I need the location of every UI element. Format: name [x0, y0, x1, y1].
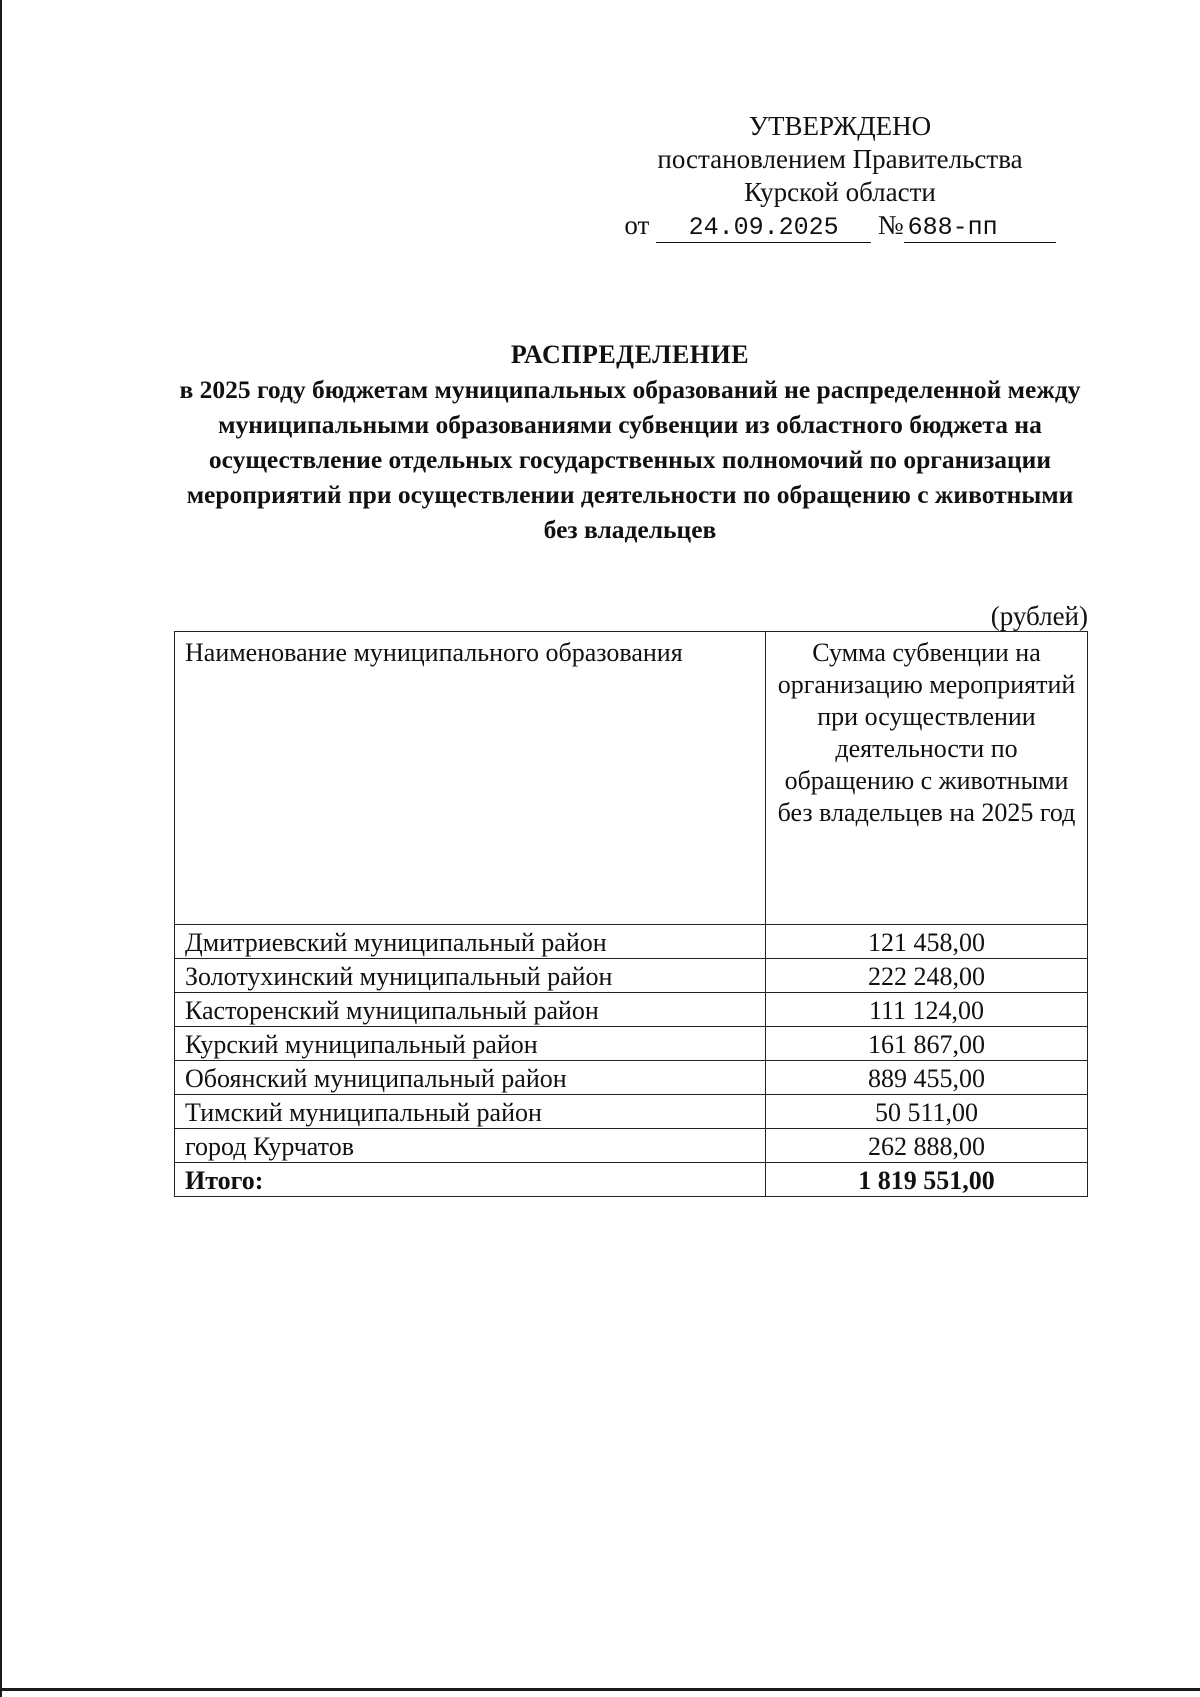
- row-name: Обоянский муниципальный район: [175, 1061, 766, 1095]
- table-row: [175, 1027, 1088, 1061]
- table-row: [175, 993, 1088, 1027]
- header-amount: Сумма субвенции на организацию мероприятий при осуществлении деятельности по обращению с животными без владельцев на 2025 год: [766, 632, 1088, 925]
- date-prefix: от: [624, 210, 650, 240]
- approval-resolution-line: постановлением Правительства: [657, 144, 1023, 174]
- total-amount: 1 819 551,00: [766, 1163, 1088, 1197]
- allocation-table: [174, 631, 1088, 1197]
- scan-edge-bottom: [0, 1688, 1200, 1691]
- row-name: Золотухинский муниципальный район: [175, 959, 766, 993]
- row-amount: 161 867,00: [766, 1027, 1088, 1061]
- table-row: [175, 959, 1088, 993]
- approval-label: УТВЕРЖДЕНО: [748, 111, 932, 141]
- row-name: город Курчатов: [175, 1129, 766, 1163]
- table-row: [175, 1061, 1088, 1095]
- row-amount: 111 124,00: [766, 993, 1088, 1027]
- row-name: Курский муниципальный район: [175, 1027, 766, 1061]
- number-prefix: №: [877, 210, 904, 240]
- total-label: Итого:: [175, 1163, 766, 1197]
- table-header-row: [175, 632, 1088, 925]
- row-name: Дмитриевский муниципальный район: [175, 925, 766, 959]
- row-amount: 889 455,00: [766, 1061, 1088, 1095]
- header-name: Наименование муниципального образования: [175, 632, 766, 925]
- row-amount: 50 511,00: [766, 1095, 1088, 1129]
- row-name: Тимский муниципальный район: [175, 1095, 766, 1129]
- table-row: [175, 925, 1088, 959]
- title-subtitle: в 2025 году бюджетам муниципальных образований не распределенной между муниципальными образованиями субвенции из областного бюджета на осуществление отдельных государственных полномочий по организации мероприятий при осуществлении деятельности по обращению с животными без владельцев: [179, 375, 1081, 544]
- approval-date-line: [600, 209, 1080, 243]
- row-amount: 262 888,00: [766, 1129, 1088, 1163]
- row-amount: 121 458,00: [766, 925, 1088, 959]
- row-amount: 222 248,00: [766, 959, 1088, 993]
- table-total-row: [175, 1163, 1088, 1197]
- document-title: [140, 337, 1120, 547]
- units-label: (рублей): [990, 601, 1088, 631]
- row-name: Касторенский муниципальный район: [175, 993, 766, 1027]
- table-row: [175, 1095, 1088, 1129]
- table-row: [175, 1129, 1088, 1163]
- approval-region-line: Курской области: [744, 177, 936, 207]
- scan-edge-left: [0, 0, 2, 1697]
- approval-date: 24.09.2025: [656, 214, 871, 243]
- approval-number: 688-пп: [904, 214, 1056, 243]
- approval-stamp: [600, 110, 1080, 243]
- title-heading: РАСПРЕДЕЛЕНИЕ: [510, 340, 750, 369]
